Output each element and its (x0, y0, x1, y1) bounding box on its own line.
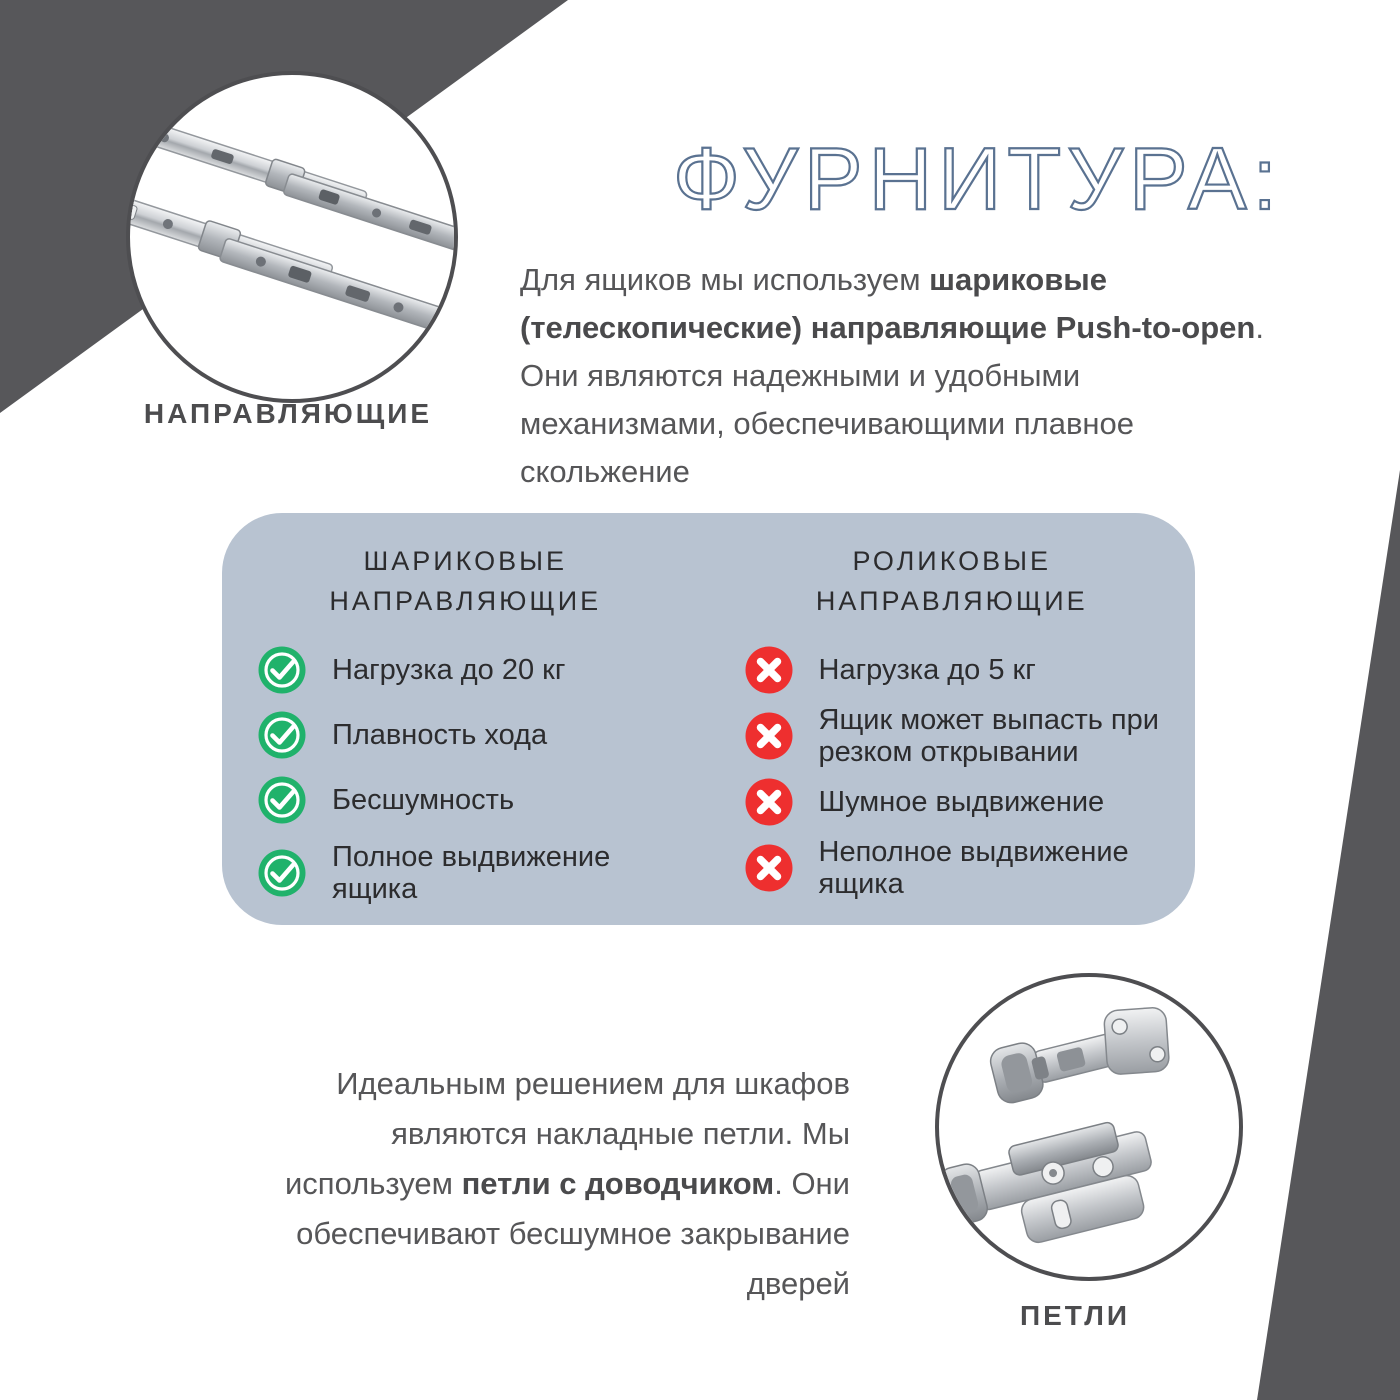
feature-text: Неполное выдвижение ящика (818, 836, 1129, 900)
check-circle-icon (258, 776, 306, 824)
guides-caption: НАПРАВЛЯЮЩИЕ (143, 398, 433, 429)
check-circle-icon (258, 646, 306, 694)
intro-line-1: Для ящиков мы используем шариковые (520, 262, 1108, 297)
roller-guides-feature-list (745, 646, 1196, 900)
roller-guides-column (709, 513, 1196, 925)
cabinet-hinges-illustration (939, 977, 1239, 1277)
cross-circle-icon (745, 844, 793, 892)
cross-circle-icon (745, 646, 793, 694)
feature-row (258, 841, 709, 905)
ball-guides-title: ШАРИКОВЫЕ НАПРАВЛЯЮЩИЕ (329, 546, 602, 616)
cabinet-hinges-photo (935, 973, 1243, 1281)
cross-circle-icon (745, 712, 793, 760)
feature-row (258, 711, 709, 759)
hinges-line-4: обеспечивают бесшумное закрывание (296, 1216, 850, 1251)
feature-row (745, 836, 1196, 900)
feature-row (745, 646, 1196, 694)
feature-row (258, 646, 709, 694)
feature-text: Нагрузка до 20 кг (332, 654, 566, 686)
feature-text: Плавность хода (332, 719, 548, 751)
hinges-line-3: используем петли с доводчиком. Они (284, 1166, 850, 1201)
check-circle-icon (258, 849, 306, 897)
intro-line-2: (телескопические) направляющие Push-to-open. (520, 310, 1264, 345)
hinges-caption: ПЕТЛИ (1020, 1300, 1130, 1331)
feature-text: Нагрузка до 5 кг (818, 654, 1036, 686)
drawer-slides-illustration (130, 75, 454, 399)
drawer-slides-photo (126, 71, 458, 403)
hinges-paragraph (150, 1059, 850, 1309)
corner-decoration-bottom-right (1257, 470, 1400, 1400)
page-title: ФУРНИТУРА: (673, 128, 1283, 228)
check-circle-icon (258, 711, 306, 759)
feature-text: Бесшумность (332, 784, 515, 816)
ball-guides-column (222, 513, 709, 925)
roller-guides-title: РОЛИКОВЫЕ НАПРАВЛЯЮЩИЕ (815, 546, 1088, 616)
ball-guides-feature-list (258, 646, 709, 905)
intro-line-5: скольжение (520, 454, 690, 489)
comparison-card (222, 513, 1195, 925)
intro-line-3: Они являются надежными и удобными (520, 358, 1081, 393)
feature-row (745, 778, 1196, 826)
intro-paragraph (520, 256, 1280, 496)
feature-text: Ящик может выпасть при резком открывании (818, 704, 1159, 768)
hinges-line-2: являются накладные петли. Мы (391, 1116, 850, 1151)
feature-row (745, 704, 1196, 768)
hinges-line-1: Идеальным решением для шкафов (336, 1066, 850, 1101)
feature-row (258, 776, 709, 824)
hinges-line-5: дверей (746, 1266, 850, 1301)
feature-text: Шумное выдвижение (818, 786, 1105, 818)
intro-line-4: механизмами, обеспечивающими плавное (520, 406, 1135, 441)
feature-text: Полное выдвижение ящика (332, 841, 611, 905)
cross-circle-icon (745, 778, 793, 826)
